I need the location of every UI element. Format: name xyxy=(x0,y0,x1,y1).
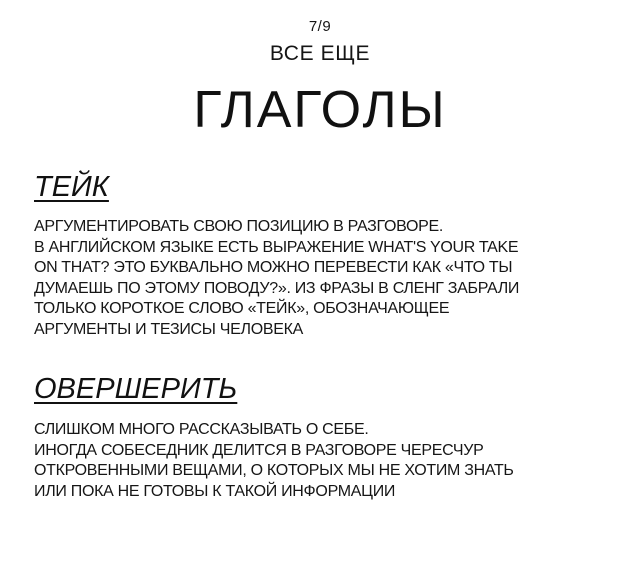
section-heading-overshare: ОВЕРШЕРИТЬ xyxy=(34,373,238,405)
section-text-overshare: СЛИШКОМ МНОГО РАССКАЗЫВАТЬ О СЕБЕ. ИНОГДА СОБЕСЕДНИК ДЕЛИТСЯ В РАЗГОВОРЕ ЧЕРЕСЧУР ОТКРОВЕННЫМИ ВЕЩАМИ, О КОТОРЫХ МЫ НЕ ХОТИМ ЗНАТЬ ИЛИ ПОКА НЕ ГОТОВЫ К ТАКОЙ ИНФОРМАЦИИ xyxy=(34,421,514,500)
page-subtitle: ВСЕ ЕЩЕ xyxy=(269,42,371,65)
page-number: 7/9 xyxy=(308,18,332,35)
section-heading-teik: ТЕЙК xyxy=(34,171,109,203)
page-title: ГЛАГОЛЫ xyxy=(193,81,447,139)
section-text-teik: АРГУМЕНТИРОВАТЬ СВОЮ ПОЗИЦИЮ В РАЗГОВОРЕ. В АНГЛИЙСКОМ ЯЗЫКЕ ЕСТЬ ВЫРАЖЕНИЕ WHAT'S YOUR TAKE ON THAT? ЭТО БУКВАЛЬНО МОЖНО ПЕРЕВЕСТИ КАК «ЧТО ТЫ ДУМАЕШЬ ПО ЭТОМУ ПОВОДУ?». ИЗ ФРАЗЫ В СЛЕНГ ЗАБРАЛИ ТОЛЬКО КОРОТКОЕ СЛОВО «ТЕЙК», ОБОЗНАЧАЮЩЕЕ АРГУМЕНТЫ И ТЕЗИСЫ ЧЕЛОВЕКА xyxy=(34,218,520,338)
